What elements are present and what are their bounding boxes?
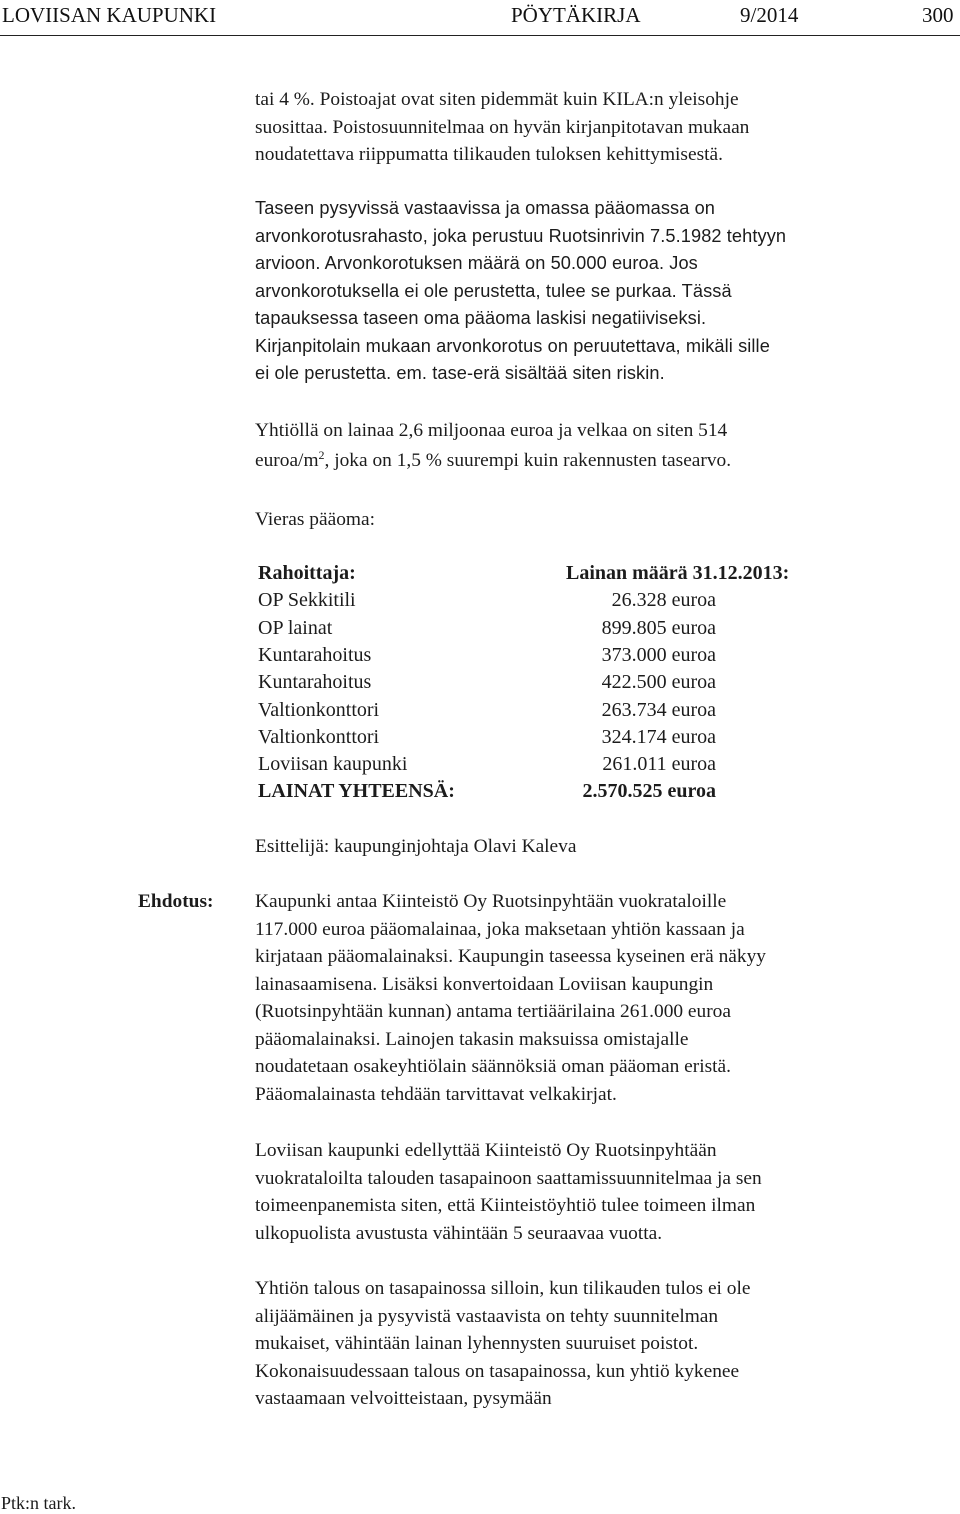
table-row — [258, 724, 818, 751]
header-issue: 9/2014 — [740, 3, 799, 27]
presenter-line: Esittelijä: kaupunginjohtaja Olavi Kaleva — [255, 836, 577, 857]
total-amount: 2.570.525 euroa — [582, 780, 716, 803]
table-row — [258, 587, 818, 614]
loan-amount: 324.174 euroa — [601, 725, 716, 748]
company-debt-line2-a: euroa/m — [255, 450, 319, 471]
proposal-label: Ehdotus: — [138, 891, 214, 912]
total-label: LAINAT YHTEENSÄ: — [258, 780, 455, 803]
lender-name: Kuntarahoitus — [258, 671, 372, 694]
lender-name: OP lainat — [258, 616, 333, 639]
lender-name: Valtionkonttori — [258, 725, 380, 748]
proposal-paragraph-1: Kaupunki antaa Kiinteistö Oy Ruotsinpyhtään vuokrataloille 117.000 euroa pääomalainaa, joka maksetaan yhtiön kassaan ja kirjataan pääomalainaksi. Kaupungin taseessa kyseinen erä näkyy lainasaamisena. Lisäksi konvertoidaan Loviisan kaupungin (Ruotsinpyhtään kunnan) antama tertiäärilaina 261.000 euroa pääomalainaksi. Lainojen takasin maksuissa omistajalle noudatetaan osakeyhtiölain säännöksiä oman pääoman eristä. Pääomalainasta tehdään tarvittavat velkakirjat. — [255, 891, 766, 1105]
header-divider — [0, 35, 960, 36]
proposal-paragraph-2: Loviisan kaupunki edellyttää Kiinteistö Oy Ruotsinpyhtään vuokrataloilta talouden tasapainoon saattamissuunnitelmaa ja sen toimeenpanemista siten, että Kiinteistöyhtiö tulee toimeen ilman ulkopuolista avustusta vähintään 5 seuraavaa vuotta. — [255, 1140, 762, 1244]
heading-foreign-capital: Vieras pääoma: — [255, 509, 375, 530]
superscript-2: 2 — [318, 448, 325, 462]
table-row — [258, 697, 818, 724]
lender-name: Valtionkonttori — [258, 698, 380, 721]
loan-amount: 26.328 euroa — [611, 589, 716, 612]
lender-name: Kuntarahoitus — [258, 643, 372, 666]
header-page-number: 300 — [922, 3, 954, 27]
table-row — [258, 642, 818, 669]
table-row — [258, 669, 818, 696]
loan-amount: 422.500 euroa — [601, 671, 716, 694]
loan-amount: 373.000 euroa — [601, 643, 716, 666]
header-org: LOVIISAN KAUPUNKI — [2, 3, 217, 27]
column-header-amount: Lainan määrä 31.12.2013: — [566, 562, 790, 584]
paragraph-revaluation: Taseen pysyvissä vastaavissa ja omassa pääomassa on arvonkorotusrahasto, joka perustuu Ruotsinrivin 7.5.1982 tehtyyn arvioon. Arvonkorotuksen määrä on 50.000 euroa. Jos arvonkorotuksella ei ole perustetta, tulee se purkaa. Tässä tapauksessa taseen oma pääoma laskisi negatiiviseksi. Kirjanpitolain mukaan arvonkorotus on peruutettava, mikäli sille ei ole perustetta. em. tase-erä sisältää siten riskin. — [255, 198, 787, 383]
column-header-lender: Rahoittaja: — [258, 562, 356, 584]
loan-amount: 263.734 euroa — [601, 698, 716, 721]
footer-minutes-check: Ptk:n tark. — [1, 1493, 76, 1513]
company-debt-line2-b: , joka on 1,5 % suurempi kuin rakennusten tasearvo. — [324, 450, 732, 471]
loan-total-row — [258, 778, 818, 805]
paragraph-depreciation: tai 4 %. Poistoajat ovat siten pidemmät kuin KILA:n yleisohje suosittaa. Poistosuunnitelmaa on hyvän kirjanpitotavan mukaan noudatettava riippumatta tilikauden tuloksen kehittymisestä. — [255, 89, 750, 165]
table-row — [258, 751, 818, 778]
loan-table-header — [258, 560, 818, 587]
lender-name: OP Sekkitili — [258, 589, 356, 612]
company-debt-line1: Yhtiöllä on lainaa 2,6 miljoonaa euroa ja velkaa on siten 514 — [255, 420, 728, 441]
paragraph-company-debt — [255, 416, 915, 476]
table-row — [258, 615, 818, 642]
lender-name: Loviisan kaupunki — [258, 753, 408, 776]
loan-amount: 261.011 euroa — [602, 753, 716, 776]
header-doc-type: PÖYTÄKIRJA — [511, 3, 641, 27]
loan-amount: 899.805 euroa — [601, 616, 716, 639]
proposal-paragraph-3: Yhtiön talous on tasapainossa silloin, kun tilikauden tulos ei ole alijäämäinen ja pysyvistä vastaavista on tehty suunnitelman mukaiset, vähintään lainan lyhennysten suuruiset poistot. Kokonaisuudessaan talous on tasapainossa, kun yhtiö kykenee vastaamaan velvoitteistaan, pysymään — [255, 1278, 751, 1409]
